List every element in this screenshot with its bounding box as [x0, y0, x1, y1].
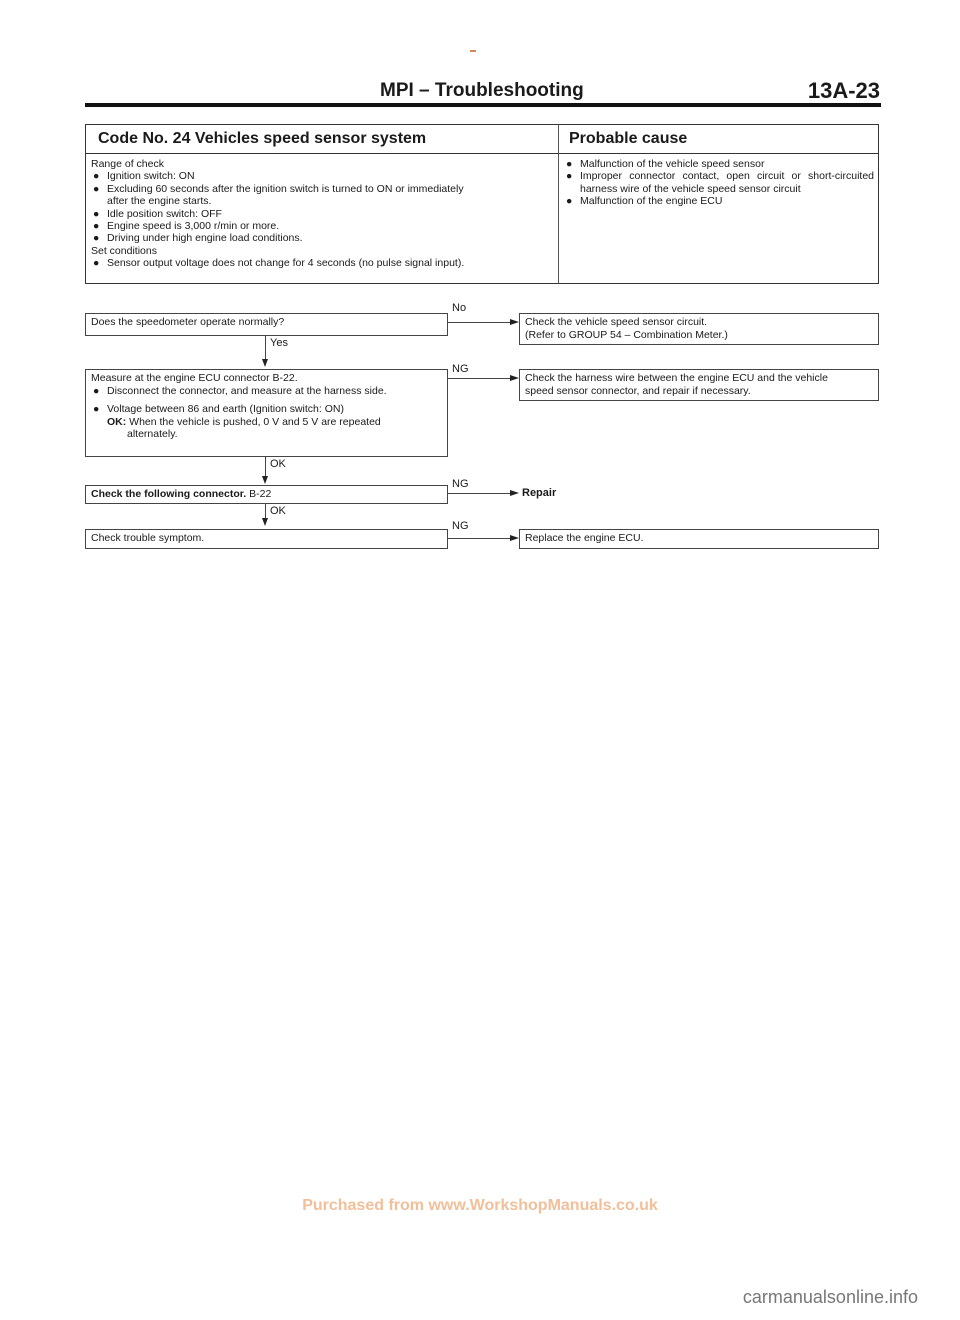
- branch-label-no: No: [452, 302, 467, 314]
- flow-action-check-sensor-circuit: Check the vehicle speed sensor circuit. (Refer to GROUP 54 – Combination Meter.): [519, 313, 879, 345]
- list-item: ● Driving under high engine load conditions.: [93, 232, 303, 245]
- page-number: 13A-23: [807, 78, 880, 103]
- flow-action-check-harness: Check the harness wire between the engine ECU and the vehicle speed sensor connector, and repair if necessary.: [519, 369, 879, 401]
- arrow-right-icon: [510, 375, 519, 381]
- table-divider-vertical: [558, 125, 559, 283]
- probable-causes: [564, 158, 874, 208]
- branch-line-ok: [265, 457, 266, 477]
- list-item: ● Sensor output voltage does not change for 4 seconds (no pulse signal input).: [93, 257, 465, 270]
- branch-line-ng: [448, 538, 510, 539]
- list-item-continuation: after the engine starts.: [107, 195, 212, 208]
- branch-label-ng: NG: [452, 478, 469, 490]
- page-title: MPI – Troubleshooting: [380, 80, 584, 101]
- list-item: ● Malfunction of the vehicle speed sensor: [566, 158, 765, 170]
- flow-question-check-symptom: Check trouble symptom.: [85, 529, 448, 549]
- check-conditions: [91, 158, 551, 270]
- table-divider-horizontal: [86, 153, 878, 154]
- branch-label-ng: NG: [452, 520, 469, 532]
- list-item: ● Excluding 60 seconds after the ignition switch is turned to ON or immediately: [93, 182, 464, 195]
- arrow-down-icon: [262, 476, 268, 484]
- code-heading: Code No. 24 Vehicles speed sensor system: [98, 130, 427, 147]
- list-item: ● Ignition switch: ON: [93, 170, 195, 183]
- arrow-down-icon: [262, 359, 268, 367]
- flow-question-check-connector: Check the following connector. B-22: [85, 485, 448, 504]
- list-item: ● Idle position switch: OFF: [93, 207, 222, 220]
- list-item: ● Improper connector contact, open circuit or short-circuited harness wire of the vehicle speed sensor circuit: [566, 170, 874, 195]
- branch-label-ng: NG: [452, 363, 469, 375]
- flow-question-measure-ecu: Measure at the engine ECU connector B-22. ● Disconnect the connector, and measure at the harness side. ● Voltage between 86 and earth (Ignition switch: ON) OK: When the vehicle is pushed, 0 V and 5 V are repeated alternately.: [85, 369, 448, 457]
- flow-question-speedometer: Does the speedometer operate normally?: [85, 313, 448, 336]
- branch-line-yes: [265, 336, 266, 360]
- arrow-right-icon: [510, 535, 519, 541]
- branch-label-ok: OK: [270, 505, 286, 517]
- purchase-footer: Purchased from www.WorkshopManuals.co.uk: [302, 1197, 658, 1214]
- list-item: ● Malfunction of the engine ECU: [566, 195, 723, 208]
- branch-label-yes: Yes: [270, 337, 288, 349]
- arrow-right-icon: [510, 319, 519, 325]
- probable-cause-heading: Probable cause: [569, 130, 688, 147]
- set-conditions-label: Set conditions: [91, 244, 157, 257]
- branch-line-ng: [448, 378, 510, 379]
- top-dash-mark: [470, 50, 476, 52]
- code-info-table: [85, 124, 879, 284]
- range-label: Range of check: [91, 158, 164, 170]
- branch-label-ok: OK: [270, 458, 286, 470]
- arrow-down-icon: [262, 518, 268, 526]
- branch-line-ng: [448, 493, 510, 494]
- branch-line-no: [448, 322, 510, 323]
- flow-action-replace-ecu: Replace the engine ECU.: [519, 529, 879, 549]
- list-item: ● Engine speed is 3,000 r/min or more.: [93, 220, 280, 233]
- flow-action-repair: Repair: [522, 487, 557, 499]
- site-watermark: carmanualsonline.info: [742, 1287, 918, 1307]
- header-rule: [85, 103, 881, 107]
- arrow-right-icon: [510, 490, 519, 496]
